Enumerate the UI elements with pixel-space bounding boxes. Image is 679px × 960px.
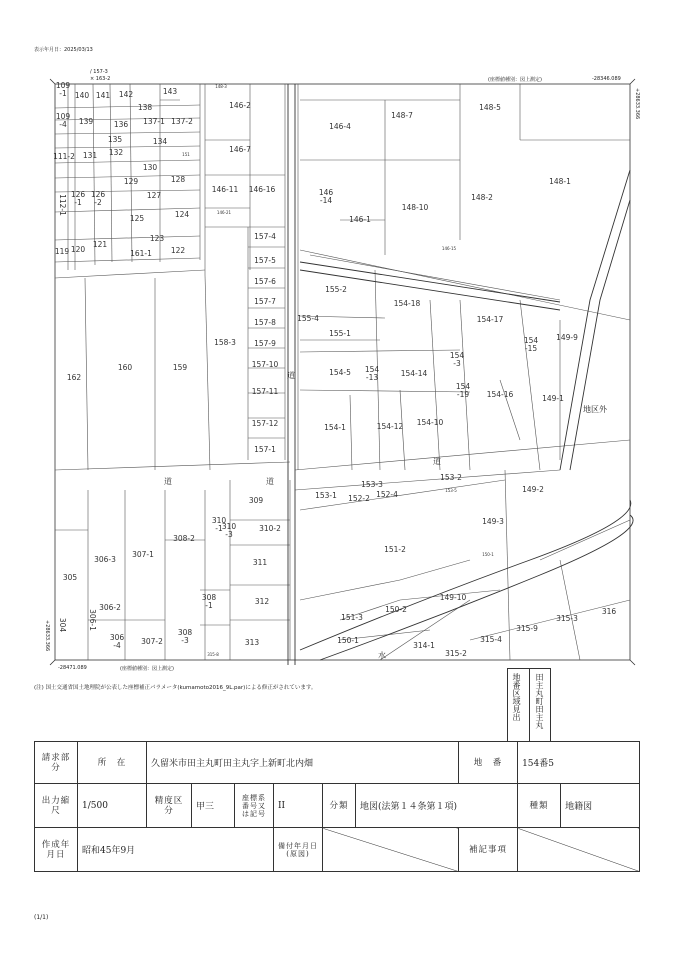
parcel-label: 109 -1 bbox=[55, 81, 71, 98]
parcel-boundary bbox=[505, 470, 510, 660]
parcel-label: 143 bbox=[162, 87, 178, 96]
parcel-label: 134 bbox=[152, 137, 168, 146]
parcel-label: 159 bbox=[172, 363, 188, 372]
parcel-label: 157-11 bbox=[251, 387, 279, 396]
parcel-label: 148-10 bbox=[401, 203, 429, 212]
district-heading-box bbox=[507, 668, 551, 742]
parcel-label: 136 bbox=[113, 120, 129, 129]
registered-value bbox=[323, 828, 459, 872]
parcel-label: 157-12 bbox=[251, 419, 279, 428]
parcel-label: 315-2 bbox=[445, 649, 467, 658]
parcel-label: 146-1 bbox=[349, 215, 371, 224]
small-parcel-label: 148-3 bbox=[215, 84, 227, 89]
coord-x-top: -28346.089 bbox=[592, 76, 621, 82]
parcel-label: 154-10 bbox=[416, 418, 444, 427]
parcel-label: 157-6 bbox=[254, 277, 276, 286]
parcel-label: 307-2 bbox=[141, 637, 163, 646]
parcel-label: 154 -3 bbox=[449, 351, 465, 368]
parcel-label: 151-3 bbox=[341, 613, 363, 622]
parcel-label: 309 bbox=[248, 496, 264, 505]
parcel-label: 148-7 bbox=[391, 111, 413, 120]
parcel-label: 157-9 bbox=[254, 339, 276, 348]
parcel-label: 152-4 bbox=[376, 490, 398, 499]
parcel-label: 308-2 bbox=[173, 534, 195, 543]
parcel-boundary bbox=[55, 146, 200, 148]
parcel-label: 154-18 bbox=[393, 299, 421, 308]
district-label: 地番区域見出 bbox=[512, 673, 521, 721]
parcel-label: 129 bbox=[123, 177, 139, 186]
parcel-label: 310-2 bbox=[259, 524, 281, 533]
parcel-boundary bbox=[300, 350, 460, 352]
location-label: 所 在 bbox=[78, 742, 147, 784]
parcel-boundary bbox=[55, 105, 200, 108]
parcel-label: 148-1 bbox=[549, 177, 571, 186]
top-note-1: / 157-3 bbox=[90, 69, 108, 75]
parcel-label: 149-9 bbox=[556, 333, 578, 342]
parcel-label: 128 bbox=[170, 175, 186, 184]
parcel-boundary bbox=[55, 236, 200, 240]
parcel-label: 310 -3 bbox=[221, 522, 237, 539]
parcel-label: 112-1 bbox=[58, 194, 67, 216]
parcel-label: 109 -4 bbox=[55, 112, 71, 129]
parcel-label: 155-4 bbox=[297, 314, 319, 323]
road-edge bbox=[560, 170, 630, 470]
parcel-label: 139 bbox=[78, 117, 94, 126]
parcel-label: 119 bbox=[54, 247, 70, 256]
parcel-label: 154-14 bbox=[400, 369, 428, 378]
parcel-boundary bbox=[93, 84, 95, 265]
parcel-label: 162 bbox=[66, 373, 82, 382]
parcel-boundary bbox=[55, 160, 200, 163]
parcel-label: 154-16 bbox=[486, 390, 514, 399]
parcel-label: 304 bbox=[58, 617, 67, 633]
parcel-label: 157-4 bbox=[254, 232, 276, 241]
parcel-label: 111-2 bbox=[53, 152, 75, 161]
parcel-label: 316 bbox=[601, 607, 617, 616]
road-label: 道 bbox=[433, 457, 441, 466]
footnote: (注) 国土交通省国土地理院が公表した座標補正パラメータ(kumamoto2016_9L.par)による修正がされています。 bbox=[34, 685, 317, 691]
parcel-label: 120 bbox=[70, 245, 86, 254]
parcel-label: 146-11 bbox=[211, 185, 239, 194]
parcel-label: 121 bbox=[92, 240, 108, 249]
parcel-boundary bbox=[55, 258, 200, 262]
parcel-label: 306 -4 bbox=[109, 633, 125, 650]
parcel-label: 149-10 bbox=[439, 593, 467, 602]
parcel-boundary bbox=[130, 84, 132, 262]
parcel-label: 310 -1 bbox=[211, 516, 227, 533]
parcel-label: 154 -19 bbox=[455, 382, 471, 399]
parcel-boundary bbox=[205, 275, 210, 470]
district-value: 田主丸町田主丸 bbox=[535, 673, 544, 729]
scale-label: 出力縮尺 bbox=[35, 784, 78, 828]
parcel-label: 150-1 bbox=[337, 636, 359, 645]
region-label: 地区外 bbox=[583, 405, 607, 414]
request-label: 請求部分 bbox=[35, 742, 78, 784]
parcel-label: 151-2 bbox=[384, 545, 406, 554]
parcel-label: 131 bbox=[82, 151, 98, 160]
parcel-label: 305 bbox=[62, 573, 78, 582]
parcel-label: 142 bbox=[118, 90, 134, 99]
parcel-boundary bbox=[540, 520, 630, 560]
road-edge bbox=[300, 262, 560, 302]
parcel-label: 313 bbox=[244, 638, 260, 647]
page-counter: (1/1) bbox=[34, 914, 49, 921]
parcel-boundary bbox=[400, 560, 470, 580]
parcel-label: 154-12 bbox=[376, 422, 404, 431]
small-parcel-label: 151 bbox=[182, 152, 190, 157]
parcel-label: 157-10 bbox=[251, 360, 279, 369]
small-parcel-label: 146-15 bbox=[441, 246, 457, 251]
parcel-label: 154-17 bbox=[476, 315, 504, 324]
parcel-label: 137-2 bbox=[171, 117, 193, 126]
category-label: 分類 bbox=[323, 784, 356, 828]
parcel-boundary bbox=[560, 560, 580, 660]
parcel-boundary bbox=[430, 300, 440, 470]
parcel-boundary bbox=[55, 270, 205, 278]
info-table bbox=[34, 741, 640, 872]
top-note-2: × 163-2 bbox=[90, 76, 111, 82]
parcel-label: 306-1 bbox=[88, 609, 97, 631]
parcel-label: 154 -13 bbox=[364, 365, 380, 382]
precision-value: 甲三 bbox=[192, 784, 235, 828]
parcel-label: 137-1 bbox=[143, 117, 165, 126]
parcel-label: 308 -1 bbox=[201, 593, 217, 610]
parcel-label: 125 bbox=[129, 214, 145, 223]
parcel-label: 126 -1 bbox=[70, 190, 86, 207]
parcel-boundary bbox=[110, 84, 112, 262]
parcel-label: 153-3 bbox=[361, 480, 383, 489]
parcel-label: 311 bbox=[252, 558, 268, 567]
coord-type-bottom: (座標値種別：図上測定) bbox=[120, 666, 174, 672]
parcel-label: 148-5 bbox=[479, 103, 501, 112]
lot-label: 地 番 bbox=[459, 742, 518, 784]
road-label: 水 bbox=[378, 651, 386, 660]
parcel-label: 135 bbox=[107, 135, 123, 144]
parcel-boundary bbox=[470, 600, 630, 640]
parcel-label: 153-1 bbox=[315, 491, 337, 500]
parcel-label: 157-5 bbox=[254, 256, 276, 265]
parcel-label: 146-2 bbox=[229, 101, 251, 110]
small-parcel-label: 150-1 bbox=[482, 552, 494, 557]
parcel-label: 306-3 bbox=[94, 555, 116, 564]
parcel-label: 124 bbox=[174, 210, 190, 219]
parcel-label: 150-2 bbox=[385, 605, 407, 614]
coord-x-bottom: -28471.089 bbox=[58, 665, 87, 671]
parcel-label: 160 bbox=[117, 363, 133, 372]
coord-sys-value: II bbox=[274, 784, 323, 828]
registered-label: 備付年月日(原図) bbox=[274, 828, 323, 872]
location-value: 久留米市田主丸町田主丸字上新町北内畑 bbox=[147, 742, 459, 784]
road-edge bbox=[570, 200, 630, 470]
parcel-label: 157-8 bbox=[254, 318, 276, 327]
parcel-label: 152-2 bbox=[348, 494, 370, 503]
parcel-label: 123 bbox=[149, 234, 165, 243]
coord-type-top: (座標値種別：図上測定) bbox=[488, 77, 542, 83]
parcel-label: 146-7 bbox=[229, 145, 251, 154]
small-parcel-label: 315-8 bbox=[207, 652, 219, 657]
parcel-label: 155-1 bbox=[329, 329, 351, 338]
parcel-label: 154 -15 bbox=[523, 336, 539, 353]
parcel-label: 312 bbox=[254, 597, 270, 606]
parcel-boundary bbox=[520, 300, 540, 470]
small-parcel-label: 146-21 bbox=[216, 210, 232, 215]
type-value: 地籍図 bbox=[561, 784, 640, 828]
parcel-label: 306-2 bbox=[99, 603, 121, 612]
category-value: 地図(法第１４条第１項) bbox=[356, 784, 518, 828]
parcel-label: 149-2 bbox=[522, 485, 544, 494]
road-label: 道 bbox=[266, 477, 274, 486]
lot-value: 154番5 bbox=[518, 742, 640, 784]
parcel-boundary bbox=[295, 470, 560, 490]
small-parcel-label: 153-5 bbox=[445, 488, 457, 493]
parcel-boundary bbox=[55, 132, 200, 134]
parcel-label: 146-16 bbox=[248, 185, 276, 194]
display-date: 表示年月日：2025/03/13 bbox=[34, 47, 93, 53]
created-label: 作成年月日 bbox=[35, 828, 78, 872]
parcel-boundary bbox=[55, 462, 290, 470]
parcel-boundary bbox=[300, 580, 400, 600]
coord-y-right: +28633.366 bbox=[634, 88, 640, 120]
parcel-label: 153-2 bbox=[440, 473, 462, 482]
scale-value: 1/500 bbox=[78, 784, 147, 828]
coord-sys-label: 座標系番号又は記号 bbox=[235, 784, 274, 828]
parcel-boundary bbox=[300, 390, 470, 392]
parcel-label: 127 bbox=[146, 191, 162, 200]
parcel-boundary bbox=[295, 440, 630, 470]
parcel-label: 141 bbox=[95, 91, 111, 100]
remarks-value bbox=[518, 828, 640, 872]
road-label: 道 bbox=[287, 371, 295, 380]
parcel-label: 154-5 bbox=[329, 368, 351, 377]
parcel-label: 132 bbox=[108, 148, 124, 157]
type-label: 種類 bbox=[518, 784, 561, 828]
created-value: 昭和45年9月 bbox=[78, 828, 274, 872]
parcel-label: 307-1 bbox=[132, 550, 154, 559]
parcel-label: 158-3 bbox=[214, 338, 236, 347]
parcel-label: 315-3 bbox=[556, 614, 578, 623]
precision-label: 精度区分 bbox=[147, 784, 192, 828]
parcel-label: 157-1 bbox=[254, 445, 276, 454]
parcel-label: 146 -14 bbox=[318, 188, 334, 205]
parcel-label: 149-1 bbox=[542, 394, 564, 403]
parcel-label: 315-4 bbox=[480, 635, 502, 644]
coord-y-left: +28633.366 bbox=[44, 620, 50, 652]
road-label: 道 bbox=[164, 477, 172, 486]
parcel-label: 146-4 bbox=[329, 122, 351, 131]
parcel-label: 126 -2 bbox=[90, 190, 106, 207]
parcel-label: 308 -3 bbox=[177, 628, 193, 645]
parcel-label: 148-2 bbox=[471, 193, 493, 202]
parcel-label: 140 bbox=[74, 91, 90, 100]
parcel-label: 149-3 bbox=[482, 517, 504, 526]
parcel-label: 315-9 bbox=[516, 624, 538, 633]
parcel-label: 138 bbox=[137, 103, 153, 112]
parcel-label: 130 bbox=[142, 163, 158, 172]
parcel-label: 122 bbox=[170, 246, 186, 255]
parcel-label: 161-1 bbox=[130, 249, 152, 258]
parcel-label: 314-1 bbox=[413, 641, 435, 650]
remarks-label: 補記事項 bbox=[459, 828, 518, 872]
parcel-label: 155-2 bbox=[325, 285, 347, 294]
parcel-boundary bbox=[350, 395, 352, 470]
parcel-label: 157-7 bbox=[254, 297, 276, 306]
parcel-boundary bbox=[85, 278, 88, 470]
parcel-boundary bbox=[500, 380, 520, 440]
parcel-boundary bbox=[300, 250, 630, 320]
waterway-edge bbox=[300, 500, 631, 650]
parcel-label: 154-1 bbox=[324, 423, 346, 432]
